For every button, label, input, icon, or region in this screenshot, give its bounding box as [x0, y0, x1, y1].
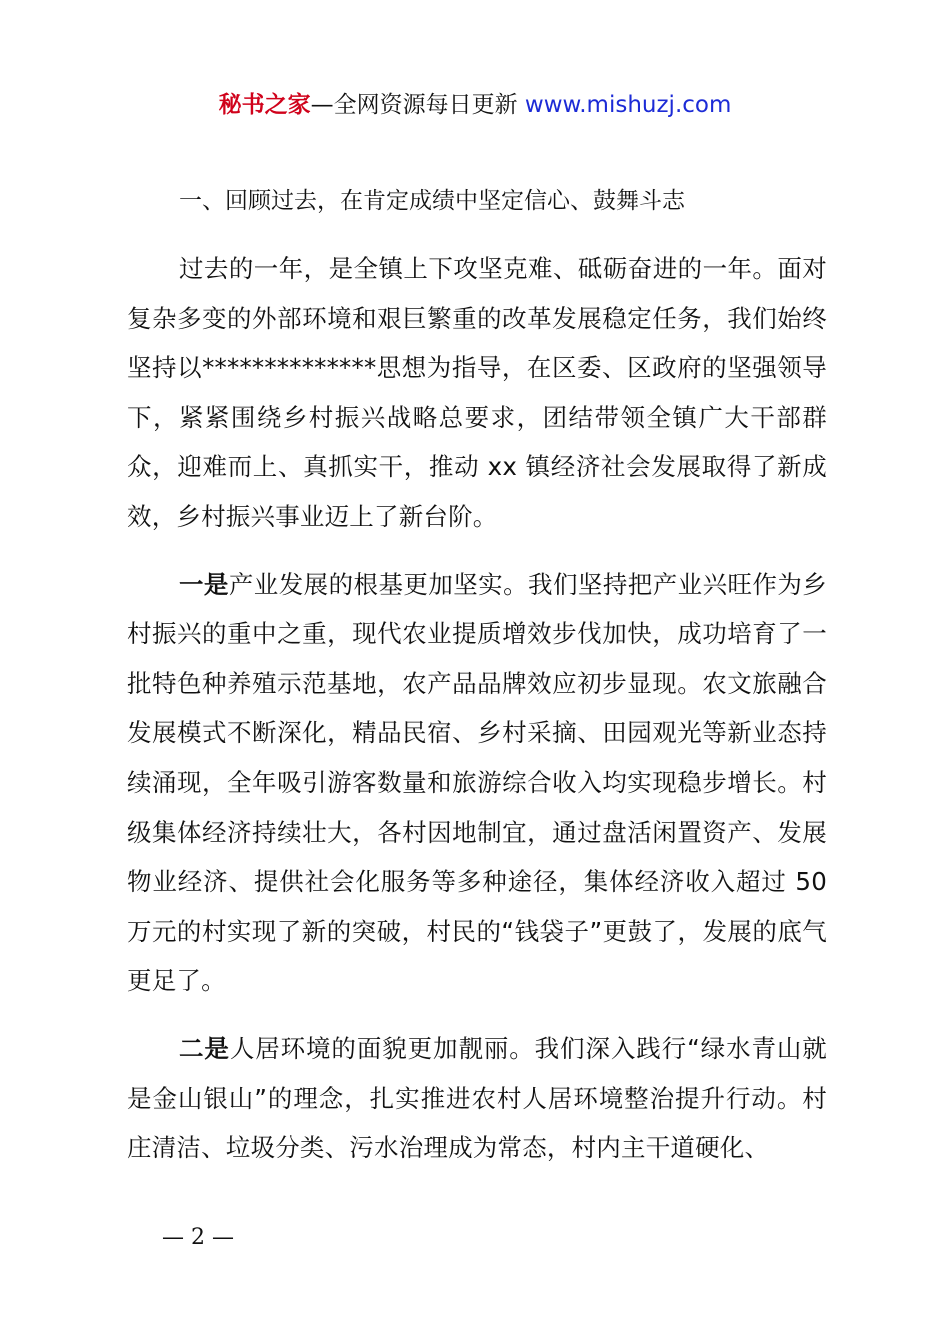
- paragraph-industry-lead: 一是: [179, 569, 229, 599]
- header-tagline: —全网资源每日更新: [310, 92, 525, 118]
- site-header: [0, 88, 950, 122]
- section-heading: 一、回顾过去，在肯定成绩中坚定信心、鼓舞斗志: [179, 188, 685, 214]
- paragraph-environment: [127, 1024, 827, 1173]
- page-number: — 2 —: [162, 1225, 234, 1250]
- paragraph-industry-text: 产业发展的根基更加坚实。我们坚持把产业兴旺作为乡村振兴的重中之重，现代农业提质增效步伐加快，成功培育了一批特色种养殖示范基地，农产品品牌效应初步显现。农文旅融合发展模式不断深化，精品民宿、乡村采摘、田园观光等新业态持续涌现，全年吸引游客数量和旅游综合收入均实现稳步增长。村级集体经济持续壮大，各村因地制宜，通过盘活闲置资产、发展物业经济、提供社会化服务等多种途径，集体经济收入超过 50 万元的村实现了新的突破，村民的“钱袋子”更鼓了，发展的底气更足了。: [127, 569, 827, 996]
- site-url-link[interactable]: www.mishuzj.com: [524, 92, 732, 118]
- brand-name: 秘书之家: [218, 92, 311, 118]
- document-body: [127, 181, 827, 1191]
- intro-paragraph: 过去的一年，是全镇上下攻坚克难、砥砺奋进的一年。面对复杂多变的外部环境和艰巨繁重的改革发展稳定任务，我们始终坚持以**************思想为指导，在区委、区政府的坚强领导下，紧紧围绕乡村振兴战略总要求，团结带领全镇广大干部群众，迎难而上、真抓实干，推动 xx 镇经济社会发展取得了新成效，乡村振兴事业迈上了新台阶。: [127, 254, 827, 531]
- paragraph-environment-lead: 二是: [179, 1033, 230, 1063]
- paragraph-industry: [127, 560, 827, 1006]
- paragraph-environment-text: 人居环境的面貌更加靓丽。我们深入践行“绿水青山就是金山银山”的理念，扎实推进农村人居环境整治提升行动。村庄清洁、垃圾分类、污水治理成为常态，村内主干道硬化、: [127, 1033, 827, 1163]
